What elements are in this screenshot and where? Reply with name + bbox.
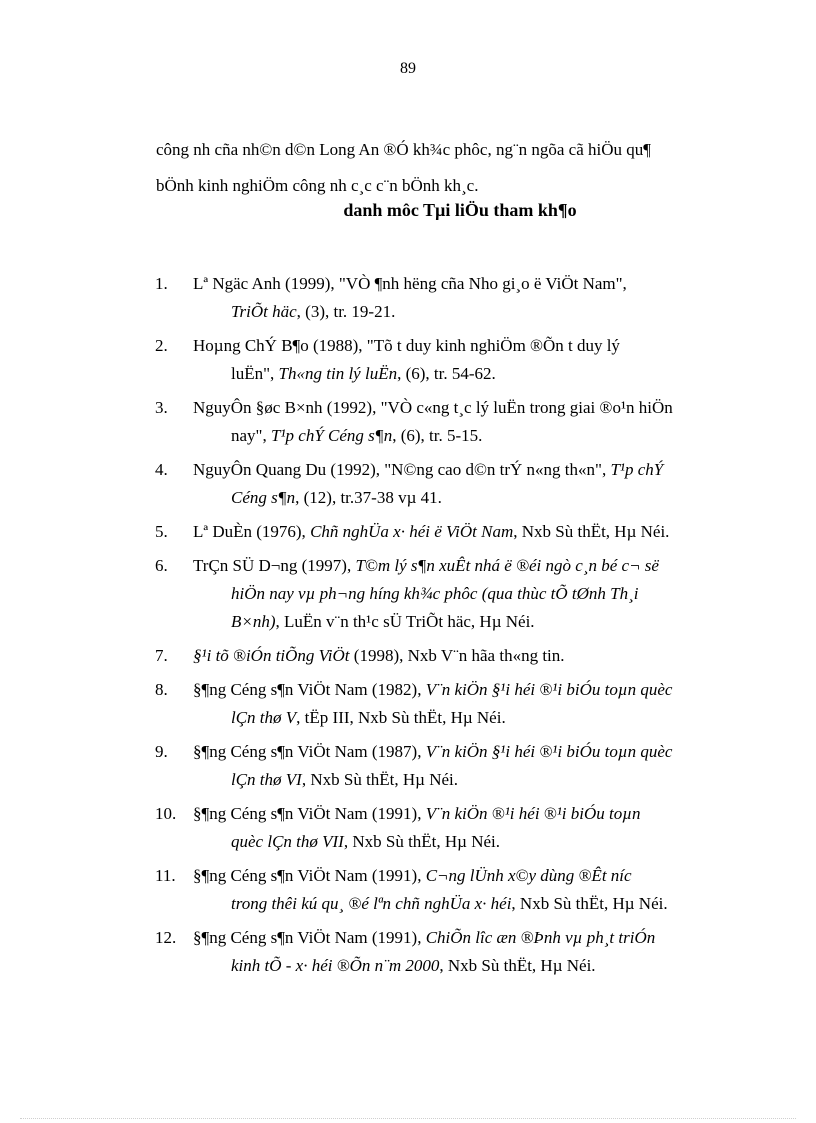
reference-title: T¹p chÝ Céng s¶n xyxy=(271,426,393,445)
reference-segment: NguyÔn §øc B×nh (1992), "VÒ c«ng t¸c lý luËn trong giai ®o¹n hiÖn xyxy=(193,398,673,417)
reference-text xyxy=(193,456,740,512)
reference-item xyxy=(155,552,740,636)
reference-text xyxy=(193,676,740,732)
reference-item xyxy=(155,924,740,980)
reference-item xyxy=(155,800,740,856)
reference-first-line xyxy=(193,742,672,761)
reference-title: §¹i tõ ®iÓn tiÕng ViÖt xyxy=(193,646,350,665)
reference-text xyxy=(193,738,740,794)
reference-segment: , Nxb Sù thËt, Hµ Néi. xyxy=(301,770,459,789)
reference-continuation xyxy=(193,422,740,450)
reference-continuation xyxy=(193,704,740,732)
intro-paragraph xyxy=(156,132,740,204)
reference-number: 1. xyxy=(155,274,168,293)
reference-segment: §¶ng Céng s¶n ViÖt Nam (1982), xyxy=(193,680,426,699)
reference-item xyxy=(155,642,740,670)
reference-title: quèc lÇn thø VII xyxy=(231,832,344,851)
reference-segment: , (6), tr. 54-62. xyxy=(397,364,496,383)
reference-text xyxy=(193,394,740,450)
reference-segment: , Nxb Sù thËt, Hµ Néi. xyxy=(511,894,668,913)
reference-first-line xyxy=(193,556,659,575)
reference-title: B×nh) xyxy=(231,612,276,631)
reference-title: Céng s¶n xyxy=(231,488,296,507)
bibliography-heading: danh môc Tµi liÖu tham kh¶o xyxy=(343,200,577,220)
reference-number: 4. xyxy=(155,460,168,479)
reference-segment: (1998), Nxb V¨n hãa th«ng tin. xyxy=(349,646,565,665)
reference-segment: , Nxb Sù thËt, Hµ Néi. xyxy=(343,832,501,851)
reference-list xyxy=(155,270,740,986)
reference-title: V¨n kiÖn ®¹i héi ®¹i biÓu toµn xyxy=(425,804,641,823)
reference-number: 5. xyxy=(155,522,168,541)
reference-first-line xyxy=(193,460,663,479)
reference-title: lÇn thø VI xyxy=(231,770,302,789)
reference-item xyxy=(155,738,740,794)
reference-segment: NguyÔn Quang Du (1992), "N©ng cao d©n trÝ n«ng th«n", xyxy=(193,460,611,479)
reference-continuation xyxy=(193,890,740,918)
reference-first-line xyxy=(193,336,620,355)
reference-text xyxy=(193,924,740,980)
reference-number: 3. xyxy=(155,398,168,417)
reference-item xyxy=(155,394,740,450)
reference-continuation xyxy=(193,298,740,326)
reference-item xyxy=(155,518,740,546)
reference-number: 8. xyxy=(155,680,168,699)
reference-segment: Lª DuÈn (1976), xyxy=(193,522,311,541)
reference-title: T©m lý s¶n xuÊt nhá ë ®éi ngò c¸n bé c¬ së xyxy=(355,556,659,575)
reference-text xyxy=(193,270,740,326)
reference-continuation xyxy=(193,484,740,512)
reference-item xyxy=(155,270,740,326)
reference-title: V¨n kiÖn §¹i héi ®¹i biÓu toµn quèc xyxy=(425,742,673,761)
reference-number: 2. xyxy=(155,336,168,355)
reference-segment: Lª Ngäc Anh (1999), "VÒ ¶nh hëng cña Nho gi¸o ë ViÖt Nam", xyxy=(193,274,627,293)
reference-title: C¬ng lÜnh x©y dùng ®Êt níc xyxy=(425,866,632,885)
reference-number: 7. xyxy=(155,646,168,665)
reference-title: ChiÕn lîc æn ®Þnh vµ ph¸t triÓn xyxy=(425,928,656,947)
reference-item xyxy=(155,332,740,388)
reference-first-line xyxy=(193,398,673,417)
reference-text xyxy=(193,552,740,636)
reference-title: V¨n kiÖn §¹i héi ®¹i biÓu toµn quèc xyxy=(425,680,673,699)
reference-first-line xyxy=(193,646,565,665)
reference-continuation xyxy=(193,952,740,980)
reference-text xyxy=(193,518,740,546)
reference-item xyxy=(155,676,740,732)
reference-segment: , (6), tr. 5-15. xyxy=(392,426,483,445)
reference-segment: , (12), tr.37-38 vµ 41. xyxy=(295,488,442,507)
reference-text xyxy=(193,800,740,856)
reference-segment: TrÇn SÜ D¬ng (1997), xyxy=(193,556,356,575)
reference-segment: , (3), tr. 19-21. xyxy=(296,302,396,321)
reference-segment: nay", xyxy=(231,426,271,445)
reference-title: T¹p chÝ xyxy=(610,460,664,479)
reference-first-line xyxy=(193,804,641,823)
reference-title: kinh tÕ - x· héi ®Õn n¨m 2000 xyxy=(231,956,440,975)
reference-number: 10. xyxy=(155,804,177,823)
page-number: 89 xyxy=(400,60,416,77)
reference-segment: Hoµng ChÝ B¶o (1988), "Tõ t duy kinh nghiÖm ®Õn t duy lý xyxy=(193,336,620,355)
reference-continuation xyxy=(193,580,740,636)
reference-first-line xyxy=(193,522,669,541)
reference-title: TriÕt häc xyxy=(231,302,297,321)
reference-first-line xyxy=(193,866,632,885)
reference-number: 11. xyxy=(155,866,176,885)
reference-number: 6. xyxy=(155,556,168,575)
reference-text xyxy=(193,332,740,388)
reference-segment: luËn", xyxy=(231,364,279,383)
reference-text xyxy=(193,642,740,670)
reference-segment: , Nxb Sù thËt, Hµ Néi. xyxy=(439,956,596,975)
reference-title: Th«ng tin lý luËn xyxy=(278,364,398,383)
reference-segment: , Nxb Sù thËt, Hµ Néi. xyxy=(513,522,670,541)
reference-segment: §¶ng Céng s¶n ViÖt Nam (1991), xyxy=(193,804,426,823)
reference-first-line xyxy=(193,928,655,947)
reference-title: hiÖn nay vµ ph¬ng híng kh¾c phôc (qua thùc tÕ tØnh Th¸i xyxy=(231,584,639,603)
reference-segment: , tËp III, Nxb Sù thËt, Hµ Néi. xyxy=(296,708,506,727)
reference-title: lÇn thø V xyxy=(231,708,297,727)
reference-segment: §¶ng Céng s¶n ViÖt Nam (1991), xyxy=(193,866,426,885)
reference-item xyxy=(155,456,740,512)
page-bottom-divider xyxy=(20,1118,796,1119)
reference-title: trong thêi kú qu¸ ®é lªn chñ nghÜa x· héi xyxy=(231,894,512,913)
reference-first-line xyxy=(193,274,627,293)
reference-item xyxy=(155,862,740,918)
reference-continuation xyxy=(193,828,740,856)
reference-text xyxy=(193,862,740,918)
reference-continuation xyxy=(193,360,740,388)
reference-segment: §¶ng Céng s¶n ViÖt Nam (1987), xyxy=(193,742,426,761)
reference-continuation xyxy=(193,766,740,794)
reference-segment: , LuËn v¨n th¹c sÜ TriÕt häc, Hµ Néi. xyxy=(275,612,535,631)
intro-line: công nh cña nh©n d©n Long An ®Ó kh¾c phôc, ng¨n ngõa cã hiÖu qu¶ xyxy=(156,140,651,159)
reference-number: 12. xyxy=(155,928,177,947)
reference-title: Chñ nghÜa x· héi ë ViÖt Nam xyxy=(310,522,514,541)
intro-line: bÖnh kinh nghiÖm công nh c¸c c¨n bÖnh kh¸c. xyxy=(156,176,479,195)
reference-segment: §¶ng Céng s¶n ViÖt Nam (1991), xyxy=(193,928,426,947)
reference-first-line xyxy=(193,680,672,699)
reference-number: 9. xyxy=(155,742,168,761)
